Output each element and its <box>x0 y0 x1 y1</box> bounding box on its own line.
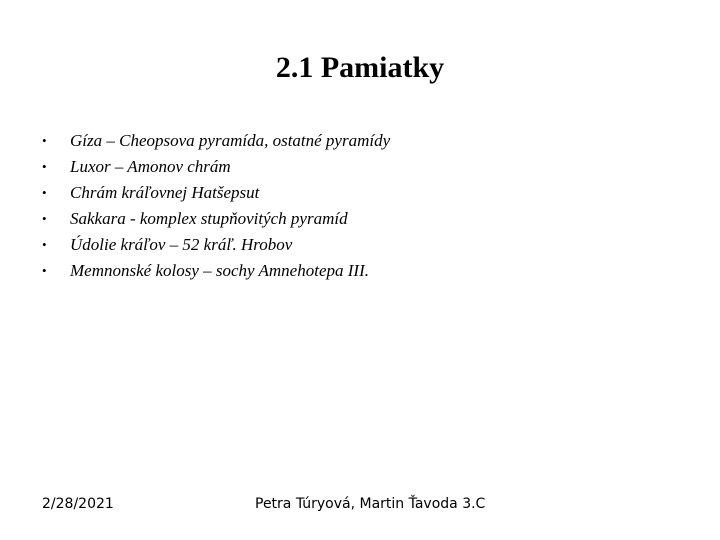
bullet-text: Sakkara - komplex stupňovitých pyramíd <box>70 209 348 228</box>
bullet-text: Luxor – Amonov chrám <box>70 157 231 176</box>
list-item <box>42 128 682 154</box>
list-item <box>42 206 682 232</box>
footer-date: 2/28/2021 <box>42 496 114 512</box>
bullet-icon: • <box>42 159 47 174</box>
bullet-icon: • <box>42 211 47 226</box>
list-item <box>42 232 682 258</box>
bullet-text: Memnonské kolosy – sochy Amnehotepa III. <box>70 261 369 280</box>
list-item <box>42 180 682 206</box>
bullet-icon: • <box>42 263 47 278</box>
bullet-text: Údolie kráľov – 52 kráľ. Hrobov <box>70 235 293 254</box>
bullet-text: Gíza – Cheopsova pyramída, ostatné pyramídy <box>70 131 391 150</box>
bullet-icon: • <box>42 185 47 200</box>
bullet-icon: • <box>42 133 47 148</box>
bullet-list <box>42 128 682 284</box>
slide-title: 2.1 Pamiatky <box>275 51 445 84</box>
list-item <box>42 154 682 180</box>
footer-authors: Petra Túryová, Martin Ťavoda 3.C <box>255 496 486 512</box>
bullet-icon: • <box>42 237 47 252</box>
bullet-text: Chrám kráľovnej Hatšepsut <box>70 183 260 202</box>
list-item <box>42 258 682 284</box>
